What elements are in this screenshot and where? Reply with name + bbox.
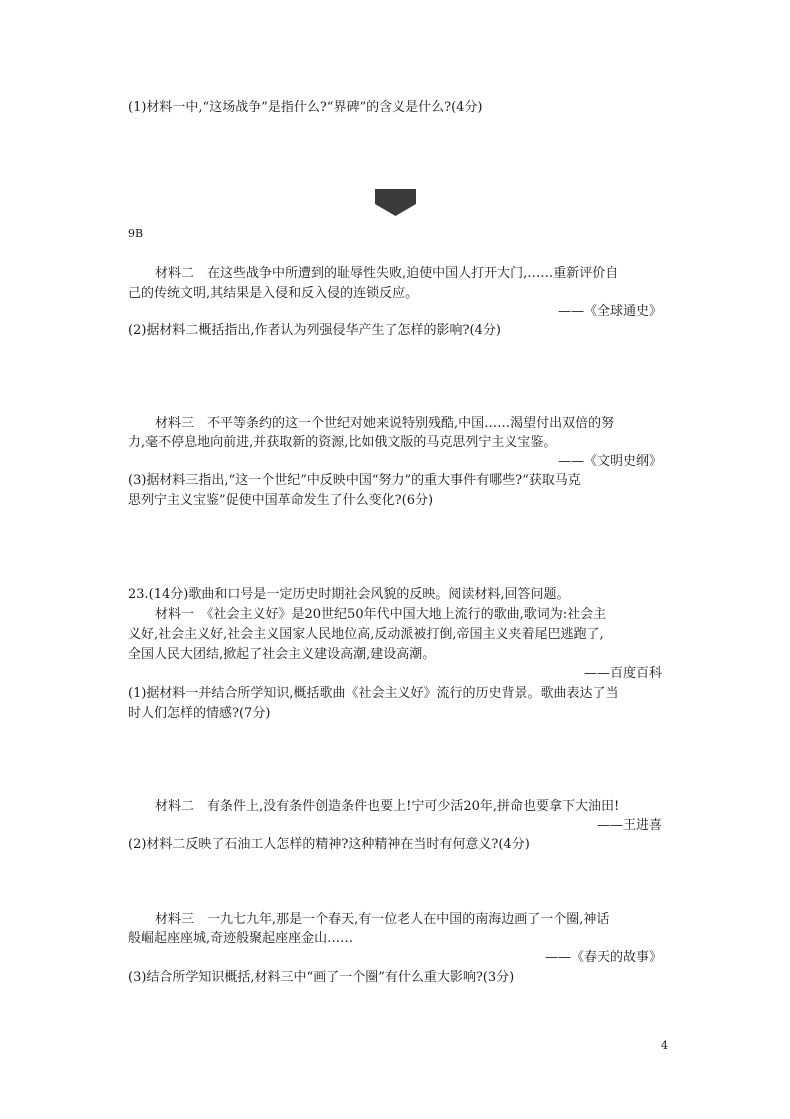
q22-material3-line2: 力,毫不停息地向前进,并获取新的资源,比如俄文版的马克思列宁主义宝鉴。 — [128, 435, 557, 450]
q22-sub3-line1: (3)据材料三指出,“这一个世纪”中反映中国“努力”的重大事件有哪些?“获取马克 — [128, 473, 581, 488]
q22-material2-line1: 材料二 在这些战争中所遭到的耻辱性失败,迫使中国人打开大门,……重新评价自 — [155, 266, 619, 281]
q22-sub3-line2: 思列宁主义宝鉴”促使中国革命发生了什么变化?(6分) — [128, 493, 434, 508]
q23-material2-source: ——王进喜 — [596, 818, 662, 833]
q23-material3-line2: 般崛起座座城,奇迹般聚起座座金山…… — [128, 931, 354, 946]
q23-material1-source: ——百度百科 — [583, 666, 662, 681]
q23-sub2-question: (2)材料二反映了石油工人怎样的精神?这种精神在当时有何意义?(4分) — [128, 837, 530, 852]
q22-material2-source: ——《全球通史》 — [557, 304, 662, 319]
q22-material3-line1: 材料三 不平等条约的这一个世纪对她来说特别残酷,中国……渴望付出双倍的努 — [155, 416, 615, 431]
q22-sub1-question: (1)材料一中,“这场战争”是指什么?“界碑”的含义是什么?(4分) — [128, 100, 483, 115]
q23-material1-line3: 全国人民大团结,掀起了社会主义建设高潮,建设高潮。 — [128, 647, 436, 662]
q23-intro: 23.(14分)歌曲和口号是一定历史时期社会风貌的反映。阅读材料,回答问题。 — [128, 587, 570, 602]
pentagon-marker-icon — [375, 189, 416, 216]
q22-sub2-question: (2)据材料二概括指出,作者认为列强侵华产生了怎样的影响?(4分) — [128, 323, 501, 338]
marker-label: 9B — [128, 227, 144, 240]
q23-material3-source: ——《春天的故事》 — [544, 950, 662, 965]
q22-material2-line2: 己的传统文明,其结果是入侵和反入侵的连锁反应。 — [128, 286, 419, 301]
q22-material3-source: ——《文明史纲》 — [557, 454, 662, 469]
q23-material1-line2: 义好,社会主义好,社会主义国家人民地位高,反动派被打倒,帝国主义夹着尾巴逃跑了, — [128, 627, 604, 642]
q23-material3-line1: 材料三 一九七九年,那是一个春天,有一位老人在中国的南海边画了一个圈,神话 — [155, 912, 610, 927]
q23-sub1-line2: 时人们怎样的情感?(7分) — [128, 706, 271, 721]
q23-material1-line1: 材料一 《社会主义好》是20世纪50年代中国大地上流行的歌曲,歌词为:社会主 — [155, 607, 607, 622]
page-number: 4 — [661, 1039, 668, 1052]
q23-sub3-question: (3)结合所学知识概括,材料三中“画了一个圈”有什么重大影响?(3分) — [128, 970, 515, 985]
q23-sub1-line1: (1)据材料一并结合所学知识,概括歌曲《社会主义好》流行的历史背景。歌曲表达了当 — [128, 686, 619, 701]
q23-material2-line1: 材料二 有条件上,没有条件创造条件也要上!宁可少活20年,拼命也要拿下大油田! — [155, 799, 620, 814]
